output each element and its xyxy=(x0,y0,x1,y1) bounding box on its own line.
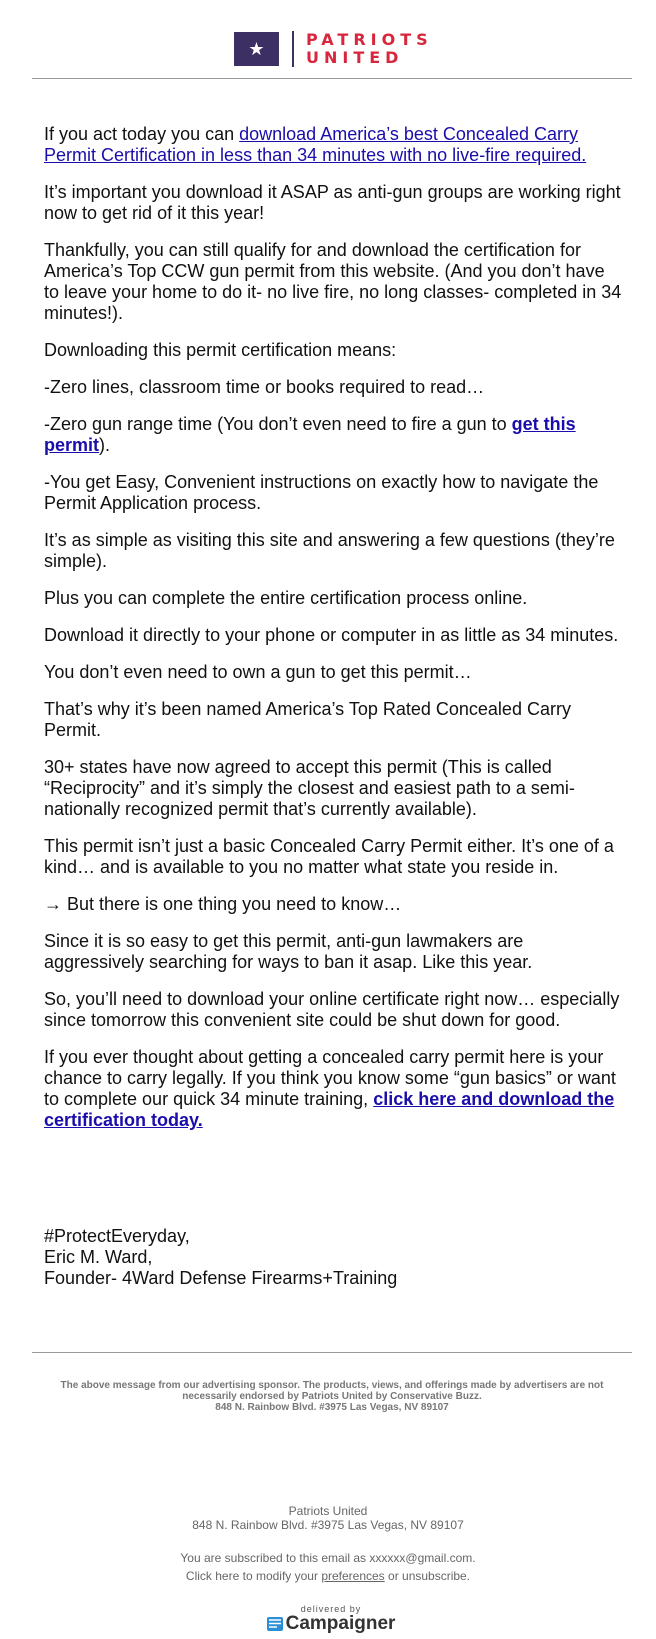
disclaimer-address: 848 N. Rainbow Blvd. #3975 Las Vegas, NV 89107 xyxy=(215,1402,449,1413)
paragraph-18 xyxy=(44,1047,624,1131)
campaigner-logo xyxy=(267,1614,396,1634)
paragraph-2: It’s important you download it ASAP as anti-gun groups are working right now to get rid of it this year! xyxy=(44,182,621,223)
preferences-link[interactable]: preferences xyxy=(321,1569,385,1583)
campaigner-icon xyxy=(267,1617,283,1631)
logo-divider xyxy=(292,31,294,67)
paragraph-15 xyxy=(44,894,624,915)
email-header xyxy=(0,0,656,79)
signoff-name: Eric M. Ward, xyxy=(44,1247,153,1267)
paragraph-13: 30+ states have now agreed to accept this permit (This is called “Reciprocity” and it’s simply the closest and easiest path to a semi-nationally recognized permit that’s currently available). xyxy=(44,757,575,819)
paragraph-4: Downloading this permit certification means: xyxy=(44,340,397,360)
sponsor-disclaimer xyxy=(32,1380,632,1413)
signoff-hashtag: #ProtectEveryday, xyxy=(44,1226,190,1246)
star-icon: ★ xyxy=(234,32,279,66)
paragraph-14: This permit isn’t just a basic Concealed Carry Permit either. It’s one of a kind… and is available to you no matter what state you reside in. xyxy=(44,836,614,877)
paragraph-6 xyxy=(44,414,624,456)
logo-line-1: PATRIOTS xyxy=(306,30,433,49)
download-certification-link[interactable]: download America’s best Concealed Carry Permit Certification in less than 34 minutes with no live-fire required. xyxy=(44,124,587,165)
footer-address: 848 N. Rainbow Blvd. #3975 Las Vegas, NV 89107 xyxy=(192,1518,464,1532)
disclaimer-text: The above message from our advertising sponsor. The products, views, and offerings made by advertisers are not necessarily endorsed by Patriots United by Conservative Buzz. xyxy=(60,1380,604,1402)
arrow-right-icon: → xyxy=(44,894,62,914)
download-certification-today-link[interactable]: click here and download the certification today. xyxy=(44,1089,615,1130)
delivered-by-badge[interactable] xyxy=(266,1604,396,1636)
paragraph-5: -Zero lines, classroom time or books required to read… xyxy=(44,377,485,397)
paragraph-11: You don’t even need to own a gun to get this permit… xyxy=(44,662,472,682)
header-divider xyxy=(32,78,632,79)
get-this-permit-link[interactable]: get this permit xyxy=(44,414,576,455)
paragraph-16: Since it is so easy to get this permit, anti-gun lawmakers are aggressively searching for ways to ban it asap. Like this year. xyxy=(44,931,533,972)
paragraph-15-text: But there is one thing you need to know… xyxy=(62,894,402,914)
paragraph-17: So, you’ll need to download your online certificate right now… especially since tomorrow this convenient site could be shut down for good. xyxy=(44,989,620,1030)
logo-wordmark xyxy=(306,31,433,67)
paragraph-1 xyxy=(44,124,624,166)
paragraph-8: It’s as simple as visiting this site and answering a few questions (they’re simple). xyxy=(44,530,615,571)
message-body xyxy=(44,124,624,1147)
subscription-notice: You are subscribed to this email as xxxxxx@gmail.com. xyxy=(180,1551,476,1565)
paragraph-18-text: If you ever thought about getting a concealed carry permit here is your chance to carry legally. If you think you know some “gun basics” or want to complete our quick 34 minute training, xyxy=(44,1047,616,1109)
paragraph-12: That’s why it’s been named America’s Top Rated Concealed Carry Permit. xyxy=(44,699,571,740)
paragraph-7: -You get Easy, Convenient instructions on exactly how to navigate the Permit Application process. xyxy=(44,472,599,513)
logo-line-2: UNITED xyxy=(306,48,404,67)
footer-divider xyxy=(32,1352,632,1353)
footer-org: Patriots United xyxy=(288,1504,368,1518)
paragraph-9: Plus you can complete the entire certification process online. xyxy=(44,588,528,608)
manage-subscription xyxy=(0,1569,656,1583)
paragraph-1-text: If you act today you can xyxy=(44,124,240,144)
paragraph-6-text: -Zero gun range time (You don’t even need to fire a gun to xyxy=(44,414,512,434)
paragraph-6-suffix: ). xyxy=(99,435,111,455)
unsubscribe-text[interactable]: or unsubscribe. xyxy=(384,1569,471,1583)
paragraph-3: Thankfully, you can still qualify for and download the certification for America’s Top CCW gun permit from this website. (And you don’t have to leave your home to do it- no live fire, no long classes- completed in 34 minutes!). xyxy=(44,240,622,323)
signoff-title: Founder- 4Ward Defense Firearms+Training xyxy=(44,1268,398,1288)
campaigner-wordmark: Campaigner xyxy=(285,1613,396,1634)
paragraph-10: Download it directly to your phone or computer in as little as 34 minutes. xyxy=(44,625,619,645)
manage-prefix: Click here to modify your xyxy=(185,1569,322,1583)
email-footer xyxy=(0,1504,656,1583)
signature xyxy=(44,1226,624,1289)
patriots-united-logo[interactable] xyxy=(234,31,434,67)
delivered-by-label: delivered by xyxy=(300,1604,362,1614)
